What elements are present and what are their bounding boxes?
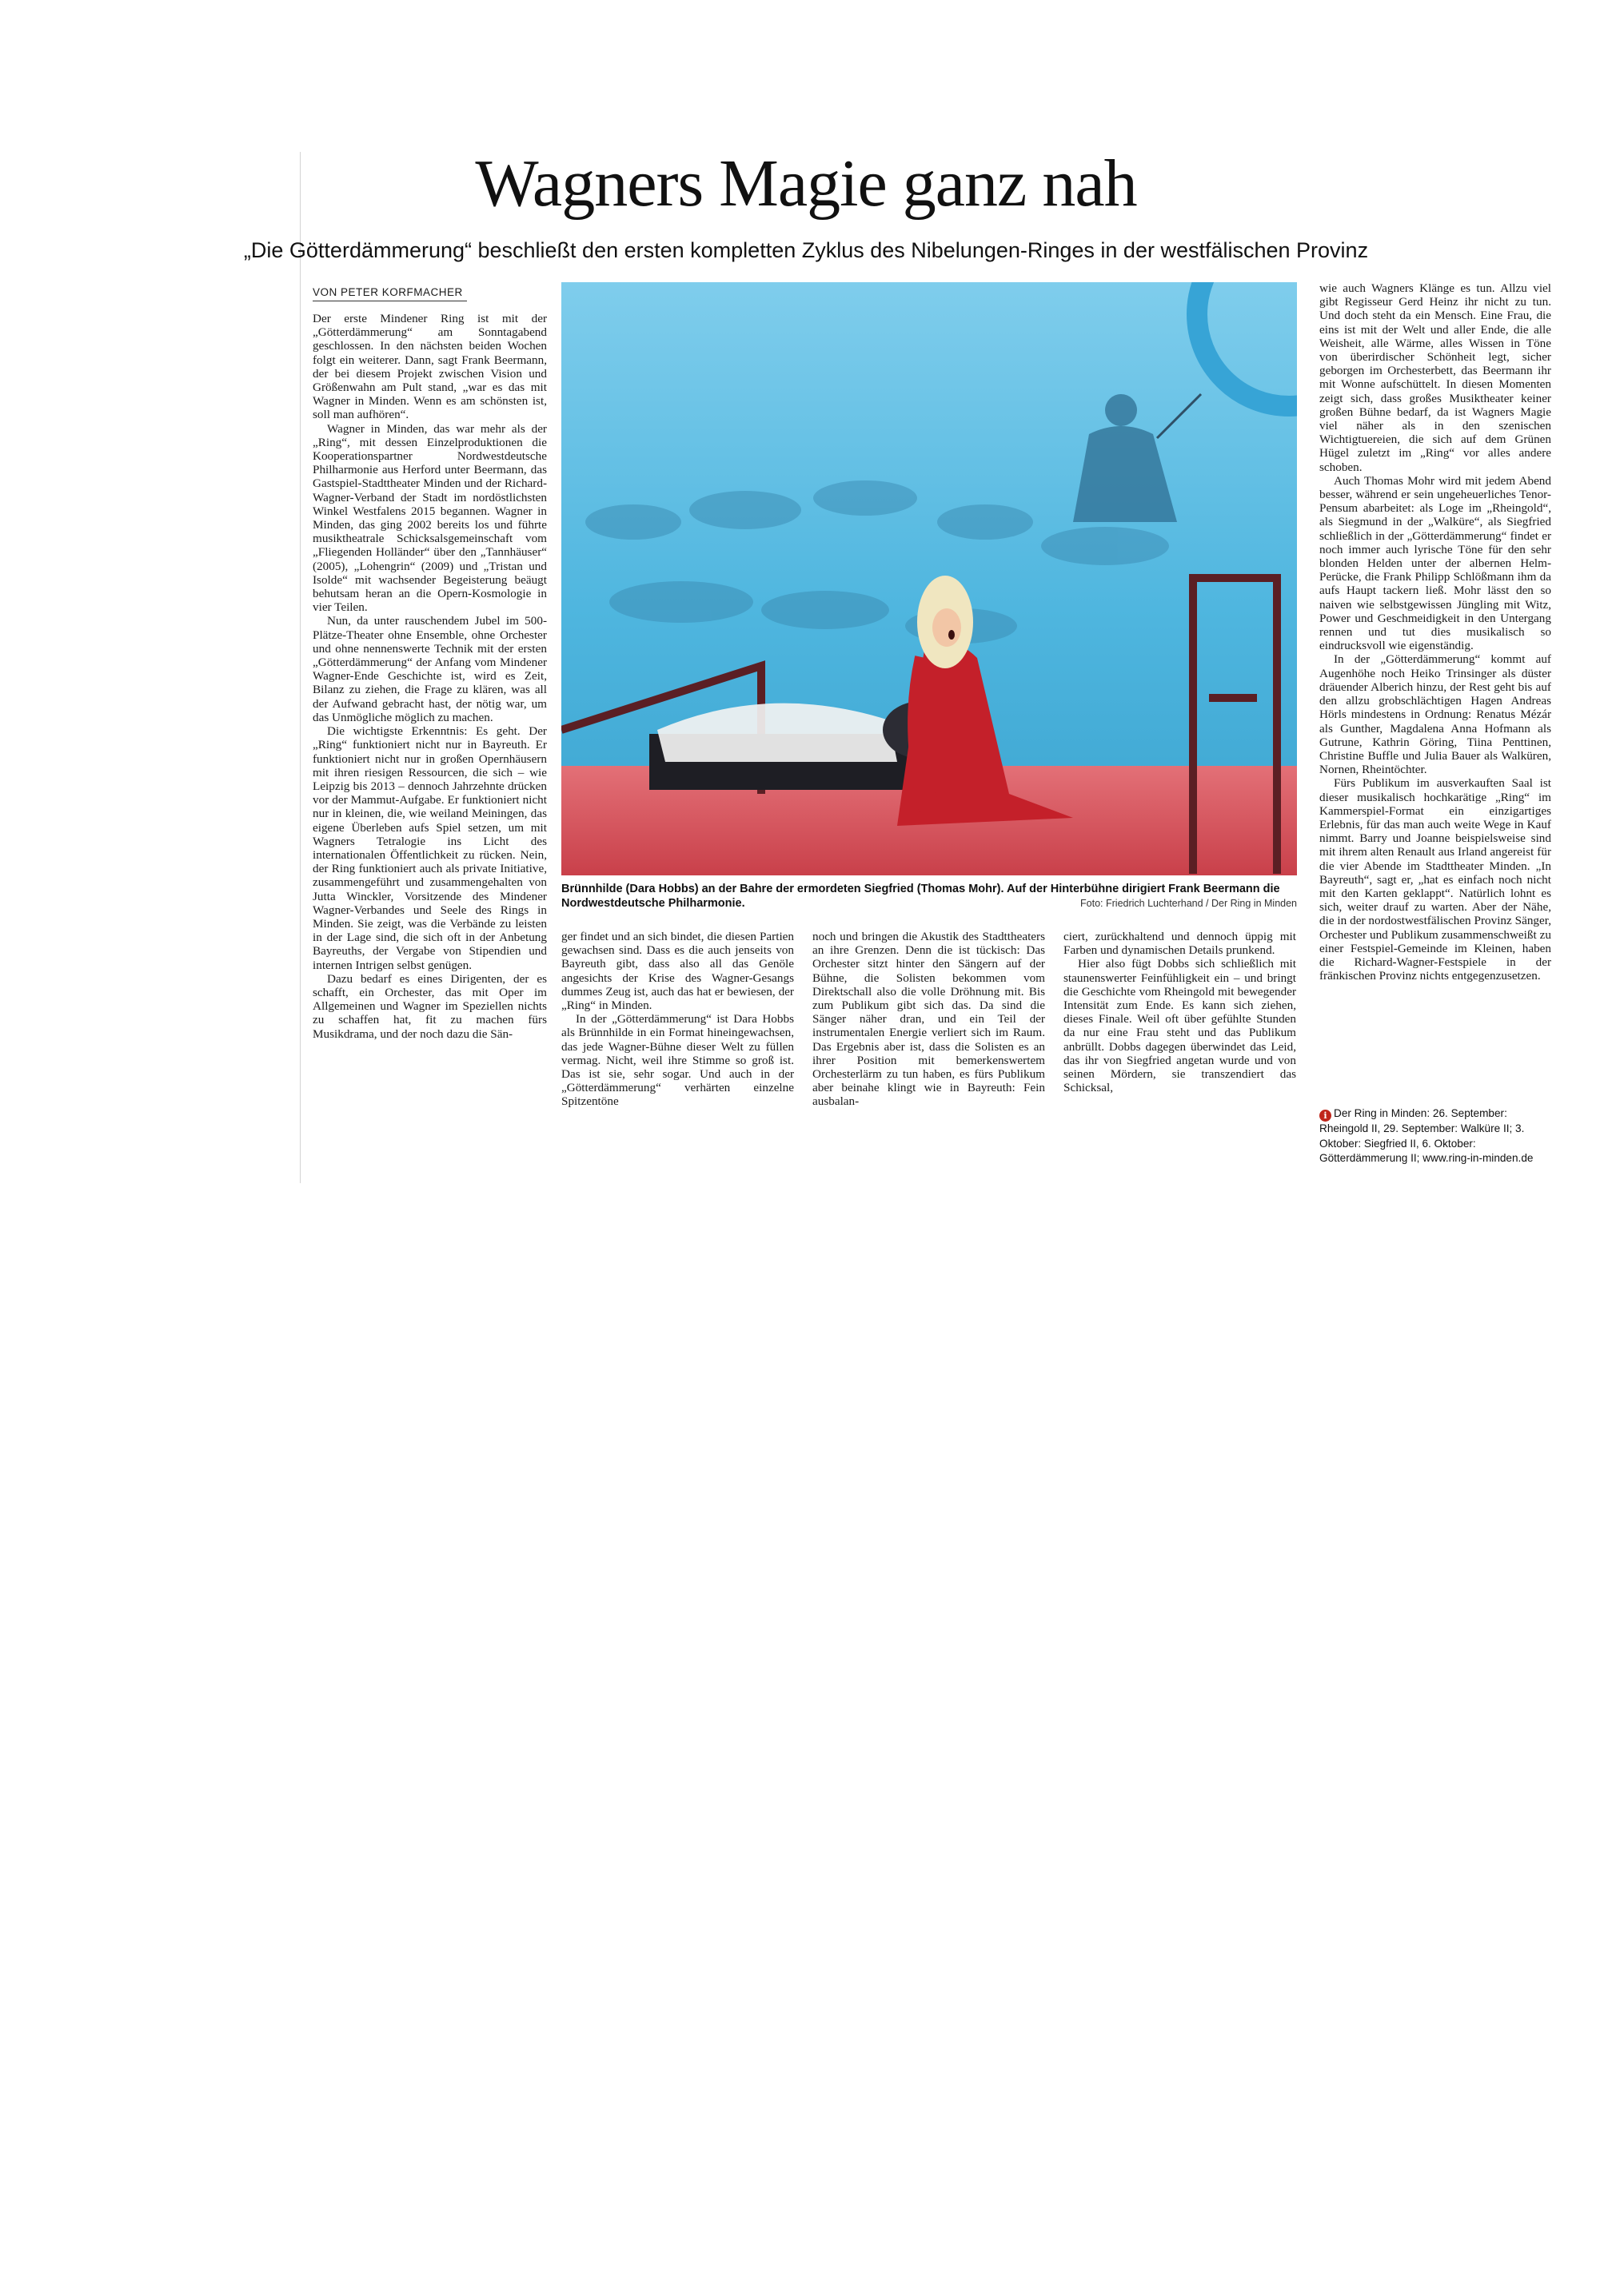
subheadline: „Die Götterdämmerung“ beschließt den ersten kompletten Zyklus des Nibelungen-Ringes in der westfälischen Provinz <box>243 238 1369 262</box>
paragraph: Die wichtigste Erkenntnis: Es geht. Der „Ring“ funktioniert nicht nur in Bayreuth. Er funktioniert nicht nur in großen Opernhäusern mit ihren riesigen Ressourcen, die sich – wie Leipzig bis 2013 – dennoch Jahrzehnte drücken vor der Mammut-Aufgabe. Er funktioniert nicht nur in kleinen, die, wie weiland Meiningen, das eigene Überleben aufs Spiel setzen, um mit Wagners Tetralogie ins Licht des internationalen Öffentlichkeit zu rücken. Nein, der Ring funktioniert auch als private Initiative, zusammengeführt und zusammengehalten von Jutta Winckler, Vorsitzende des Mindener Wagner-Verbandes und Seele des Rings in Minden. Sie zeigt, was die Verbände zu leisten in der Lage sind, die sich oft in der Anbetung Bayreuths, der Vergabe von Stipendien und internen Intrigen selbst genügen. <box>313 724 547 972</box>
paragraph: wie auch Wagners Klänge es tun. Allzu viel gibt Regisseur Gerd Heinz ihr nicht zu tun. Und doch steht da ein Mensch. Eine Frau, die eins ist mit der Welt und aller Ende, die alle Weisheit, alle Wärme, alles Wissen in Töne von überirdischer Schönheit legt, sicher geborgen im Orchesterbett, das Beermann ihr mit Wonne aufschüttelt. In diesen Momenten zeigt sich, dass großes Musiktheater keiner großen Bühne bedarf, da ist Wagners Magie viel näher als in den szenischen Wichtigtuereien, die sich auf dem Grünen Hügel zuletzt im „Ring“ vor alles andere schoben. <box>1319 281 1551 474</box>
article-column-4 <box>1063 930 1296 1094</box>
photo-caption: Brünnhilde (Dara Hobbs) an der Bahre der ermordeten Siegfried (Thomas Mohr). Auf der Hinterbühne dirigiert Frank Beermann die Nordwestdeutsche Philharmonie. <box>561 883 1280 910</box>
paragraph: Der erste Mindener Ring ist mit der „Götterdämmerung“ am Sonntagabend geschlossen. In den nächsten beiden Wochen folgt ein weiterer. Dann, sagt Frank Beermann, der bei diesem Projekt zwischen Vision und Größenwahn am Pult stand, „war es das mit Wagner in Minden. Wenn es am schönsten ist, soll man aufhören“. <box>313 312 547 422</box>
paragraph: In der „Götterdämmerung“ ist Dara Hobbs als Brünnhilde in ein Format hineingewachsen, das jede Wagner-Bühne dieser Welt zu füllen vermag. Nicht, weil ihre Stimme so groß ist. Das ist sie, sehr sogar. Und auch in der „Götterdämmerung“ verhärten einzelne Spitzentöne <box>561 1012 794 1109</box>
event-infobox <box>1319 1106 1551 1166</box>
paragraph: Auch Thomas Mohr wird mit jedem Abend besser, während er sein ungeheuerliches Tenor-Pensum abarbeitet: als Loge im „Rheingold“, als Siegmund in der „Walküre“, als Siegfried schließlich in der „Götterdämmerung“ findet er noch immer auch lyrische Töne für den sehr blonden Helden unter der albernen Helm-Perücke, die Frank Philipp Schlößmann ihm da aufs Haupt tackern ließ. Mohr lässt den so naiven wie selbstgewissen Jüngling mit Witz, Power und Geschmeidigkeit in den Untergang rennen und tut dies musikalisch so eindrucksvoll wie eigenständig. <box>1319 473 1551 653</box>
stage-photo <box>561 282 1297 875</box>
info-icon: i <box>1319 1110 1331 1122</box>
headline: Wagners Magie ganz nah <box>475 146 1137 221</box>
photo-credit: Foto: Friedrich Luchterhand / Der Ring in Minden <box>1080 898 1297 909</box>
paragraph: Wagner in Minden, das war mehr als der „Ring“, mit dessen Einzelproduktionen die Kooperationspartner Nordwestdeutsche Philharmonie aus Herford unter Beermann, das Gastspiel-Stadttheater Minden und der Richard-Wagner-Verband der Stadt im nordöstlichsten Winkel Westfalens 2015 begannen. Wagner in Minden, das ging 2002 bereits los und führte musiktheatrale Schicksalsgemeinschaft vom „Fliegenden Holländer“ über den „Tannhäuser“ (2005), „Lohengrin“ (2009) und „Tristan und Isolde“ mit wachsender Begeisterung beäugt behutsam heran an die Opern-Kosmologie in vier Teilen. <box>313 421 547 615</box>
article-column-2 <box>561 930 794 1109</box>
paragraph: noch und bringen die Akustik des Stadttheaters an ihre Grenzen. Denn die ist tückisch: Das Orchester sitzt hinter den Sängern auf der Bühne, die Solisten bekommen vom Direktschall also die volle Dröhnung mit. Bis zum Publikum gibt sich das. Da sind die Sänger näher dran, und ein Teil der instrumentalen Energie verliert sich im Raum. Das Ergebnis aber ist, dass die Solisten es an ihrer Position mit bemerkenswertem Orchesterlärm zu tun haben, es fürs Publikum aber beinahe klingt wie in Bayreuth: Fein ausbalan- <box>812 930 1045 1109</box>
paragraph: Hier also fügt Dobbs sich schließlich mit staunenswerter Feinfühligkeit ein – und bringt die Geschichte vom Rheingold mit bewegender Intensität zum Ende. Es kann sich ziehen, dieses Finale. Weil oft über gefühlte Stunden da nur eine Frau steht und das Publikum anbrüllt. Dobbs dagegen überwindet das Leid, das ihr von Siegfried angetan wurde und von seinen Mördern, sie transzendiert das Schicksal, <box>1063 957 1296 1095</box>
event-info-text: Der Ring in Minden: 26. September: Rheingold II, 29. September: Walküre II; 3. Oktober: Siegfried II, 6. Oktober: Götterdämmerung II; www.ring-in-minden.de <box>1319 1107 1534 1165</box>
byline: VON PETER KORFMACHER <box>313 286 467 301</box>
paragraph: Fürs Publikum im ausverkauften Saal ist dieser musikalisch hochkarätige „Ring“ im Kammerspiel-Format ein einzigartiges Erlebnis, für das man auch weite Wege in Kauf nimmt. Barry und Joanne beispielsweise sind mit ihrem alten Renault aus Irland angereist für die vier Abende im Stadttheater Minden. „In Bayreuth“, sagt er, „hat es einfach noch nicht mit den Karten geklappt“. Natürlich lohnt es sich, weiter drauf zu warten. Aber der Nähe, die in der nordostwestfälischen Provinz Sänger, Orchester und Publikum zusammenschweißt zu einer Festspiel-Gemeinde im Kleinen, haben die Richard-Wagner-Festspiele in der fränkischen Provinz nichts entgegenzusetzen. <box>1319 776 1551 983</box>
paragraph: Nun, da unter rauschendem Jubel im 500-Plätze-Theater ohne Ensemble, ohne Orchester und ohne nennenswerte Technik mit der ersten „Götterdämmerung“ der Anfang vom Mindener Wagner-Ende Geschichte ist, wird es Zeit, Bilanz zu ziehen, die Frage zu klären, was all der Aufwand gebracht hast, der nötig war, um das Unmögliche möglich zu machen. <box>313 614 547 724</box>
article-column-1 <box>313 312 547 1041</box>
article-column-3 <box>812 930 1045 1109</box>
article-column-5 <box>1319 281 1551 983</box>
paragraph: ciert, zurückhaltend und dennoch üppig mit Farben und dynamischen Details prunkend. <box>1063 930 1296 958</box>
paragraph: Dazu bedarf es eines Dirigenten, der es schafft, ein Orchester, das mit Oper im Allgemeinen und Wagner im Speziellen nichts zu schaffen hat, fit zu machen fürs Musikdrama, und der noch dazu die Sän- <box>313 971 547 1041</box>
paragraph: ger findet und an sich bindet, die diesen Partien gewachsen sind. Dass es die auch jenseits von Bayreuth gibt, dass also all das Genöle angesichts der Krise des Wagner-Gesangs dummes Zeug ist, auch das hat er bewiesen, der „Ring“ in Minden. <box>561 930 794 1013</box>
paragraph: In der „Götterdämmerung“ kommt auf Augenhöhe noch Heiko Trinsinger als düster dräuender Alberich hinzu, der Rest geht bis auf den allzu grobschlächtigen Hagen Andreas Hörls mindestens in Ordnung: Renatus Mézár als Gunther, Magdalena Anna Hofmann als Gutrune, Kathrin Göring, Tiina Penttinen, Christine Buffle und Julia Bauer als Walküren, Nornen, Rheintöchter. <box>1319 652 1551 777</box>
page-margin-rule <box>300 152 301 1183</box>
